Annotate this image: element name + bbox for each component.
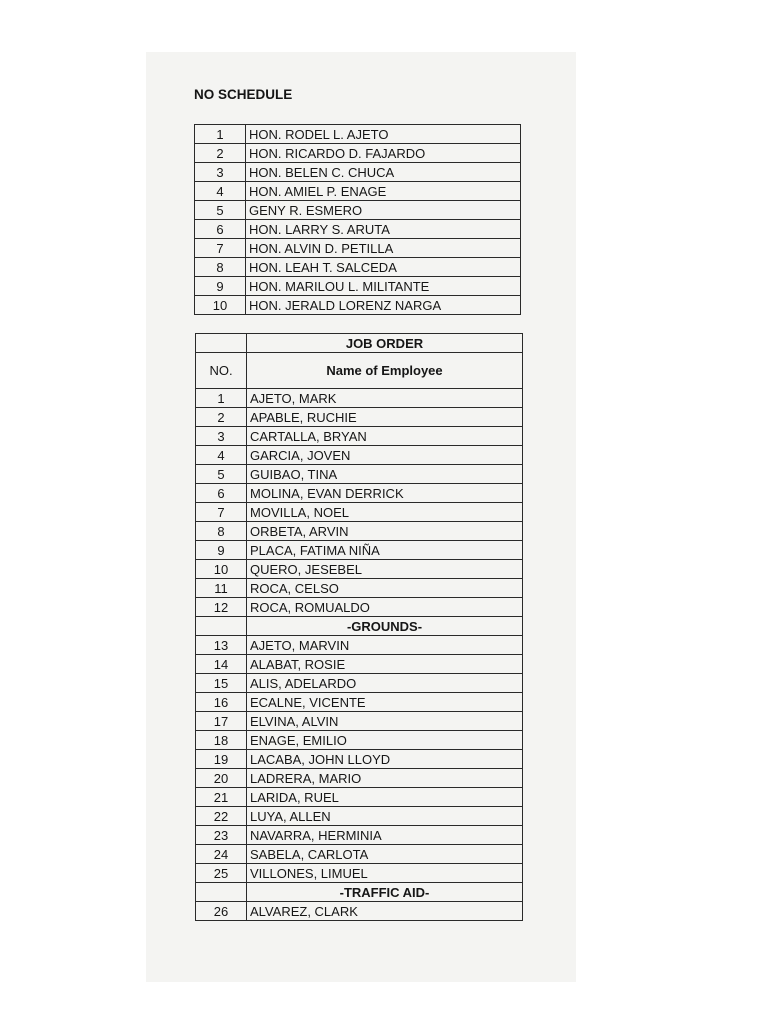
row-number: 8: [196, 522, 247, 541]
row-name: HON. RODEL L. AJETO: [246, 125, 521, 144]
table-row: [196, 864, 523, 883]
col-no-header: NO.: [196, 353, 247, 389]
table-row: [196, 655, 523, 674]
row-number: 9: [196, 541, 247, 560]
table-row: [196, 807, 523, 826]
table-row: [196, 731, 523, 750]
row-name: QUERO, JESEBEL: [247, 560, 523, 579]
row-name: HON. AMIEL P. ENAGE: [246, 182, 521, 201]
row-number: 15: [196, 674, 247, 693]
section-row: [196, 617, 523, 636]
table-row: [196, 693, 523, 712]
table-row: [196, 826, 523, 845]
row-number: 13: [196, 636, 247, 655]
row-name: PLACA, FATIMA NIÑA: [247, 541, 523, 560]
row-number: 12: [196, 598, 247, 617]
job-order-title-row: [196, 334, 523, 353]
row-number: 21: [196, 788, 247, 807]
row-name: VILLONES, LIMUEL: [247, 864, 523, 883]
row-name: ORBETA, ARVIN: [247, 522, 523, 541]
row-name: ALIS, ADELARDO: [247, 674, 523, 693]
row-name: ALABAT, ROSIE: [247, 655, 523, 674]
table-row: [196, 579, 523, 598]
table-row: [195, 239, 521, 258]
row-number: 2: [195, 144, 246, 163]
row-name: GENY R. ESMERO: [246, 201, 521, 220]
section-heading: -TRAFFIC AID-: [247, 883, 523, 902]
row-number: 14: [196, 655, 247, 674]
table-row: [196, 845, 523, 864]
row-name: NAVARRA, HERMINIA: [247, 826, 523, 845]
row-name: MOLINA, EVAN DERRICK: [247, 484, 523, 503]
table-row: [196, 788, 523, 807]
row-number: 18: [196, 731, 247, 750]
row-name: ALVAREZ, CLARK: [247, 902, 523, 921]
row-number: 25: [196, 864, 247, 883]
row-number: 5: [196, 465, 247, 484]
table-row: [196, 503, 523, 522]
row-number: 16: [196, 693, 247, 712]
table-row: [196, 522, 523, 541]
blank-cell: [196, 334, 247, 353]
table-row: [195, 201, 521, 220]
row-name: ROCA, ROMUALDO: [247, 598, 523, 617]
row-name: SABELA, CARLOTA: [247, 845, 523, 864]
row-number: 17: [196, 712, 247, 731]
row-number: 20: [196, 769, 247, 788]
table-row: [196, 560, 523, 579]
table-row: [195, 258, 521, 277]
row-number: 7: [195, 239, 246, 258]
row-name: HON. BELEN C. CHUCA: [246, 163, 521, 182]
row-name: HON. RICARDO D. FAJARDO: [246, 144, 521, 163]
row-name: ECALNE, VICENTE: [247, 693, 523, 712]
row-name: LARIDA, RUEL: [247, 788, 523, 807]
section-row: [196, 883, 523, 902]
table-row: [195, 163, 521, 182]
no-schedule-heading: NO SCHEDULE: [194, 87, 293, 102]
row-name: HON. LARRY S. ARUTA: [246, 220, 521, 239]
row-name: HON. JERALD LORENZ NARGA: [246, 296, 521, 315]
table-row: [196, 902, 523, 921]
row-number: 24: [196, 845, 247, 864]
row-name: LADRERA, MARIO: [247, 769, 523, 788]
job-order-table: [195, 333, 523, 921]
table-row: [195, 125, 521, 144]
row-name: HON. LEAH T. SALCEDA: [246, 258, 521, 277]
row-number: 6: [195, 220, 246, 239]
row-number: 10: [196, 560, 247, 579]
row-number: 2: [196, 408, 247, 427]
row-number: 5: [195, 201, 246, 220]
table-row: [195, 220, 521, 239]
table-row: [196, 636, 523, 655]
row-name: ENAGE, EMILIO: [247, 731, 523, 750]
row-number: 8: [195, 258, 246, 277]
table-row: [196, 408, 523, 427]
table-row: [195, 277, 521, 296]
row-number: 3: [195, 163, 246, 182]
row-name: LACABA, JOHN LLOYD: [247, 750, 523, 769]
row-number: 7: [196, 503, 247, 522]
row-name: MOVILLA, NOEL: [247, 503, 523, 522]
column-header-row: [196, 353, 523, 389]
row-name: APABLE, RUCHIE: [247, 408, 523, 427]
row-number: 23: [196, 826, 247, 845]
table-row: [196, 389, 523, 408]
row-number: 1: [196, 389, 247, 408]
table-row: [196, 750, 523, 769]
row-number: 19: [196, 750, 247, 769]
blank-cell: [196, 883, 247, 902]
row-name: GUIBAO, TINA: [247, 465, 523, 484]
row-name: ELVINA, ALVIN: [247, 712, 523, 731]
row-number: 1: [195, 125, 246, 144]
table-row: [195, 144, 521, 163]
table-row: [196, 446, 523, 465]
row-name: ROCA, CELSO: [247, 579, 523, 598]
row-name: AJETO, MARK: [247, 389, 523, 408]
row-number: 4: [195, 182, 246, 201]
table-row: [195, 296, 521, 315]
table-row: [196, 484, 523, 503]
row-number: 22: [196, 807, 247, 826]
table-row: [196, 598, 523, 617]
row-number: 11: [196, 579, 247, 598]
row-name: HON. ALVIN D. PETILLA: [246, 239, 521, 258]
table-row: [196, 427, 523, 446]
table-row: [196, 465, 523, 484]
row-name: AJETO, MARVIN: [247, 636, 523, 655]
row-number: 3: [196, 427, 247, 446]
row-name: LUYA, ALLEN: [247, 807, 523, 826]
row-name: GARCIA, JOVEN: [247, 446, 523, 465]
row-number: 26: [196, 902, 247, 921]
table-row: [196, 674, 523, 693]
section-heading: -GROUNDS-: [247, 617, 523, 636]
row-number: 4: [196, 446, 247, 465]
row-number: 6: [196, 484, 247, 503]
row-name: HON. MARILOU L. MILITANTE: [246, 277, 521, 296]
table-row: [196, 769, 523, 788]
table-row: [196, 541, 523, 560]
blank-cell: [196, 617, 247, 636]
no-schedule-table: [194, 124, 521, 315]
table-row: [196, 712, 523, 731]
row-number: 10: [195, 296, 246, 315]
job-order-title: JOB ORDER: [247, 334, 523, 353]
row-number: 9: [195, 277, 246, 296]
col-name-header: Name of Employee: [247, 353, 523, 389]
row-name: CARTALLA, BRYAN: [247, 427, 523, 446]
table-row: [195, 182, 521, 201]
